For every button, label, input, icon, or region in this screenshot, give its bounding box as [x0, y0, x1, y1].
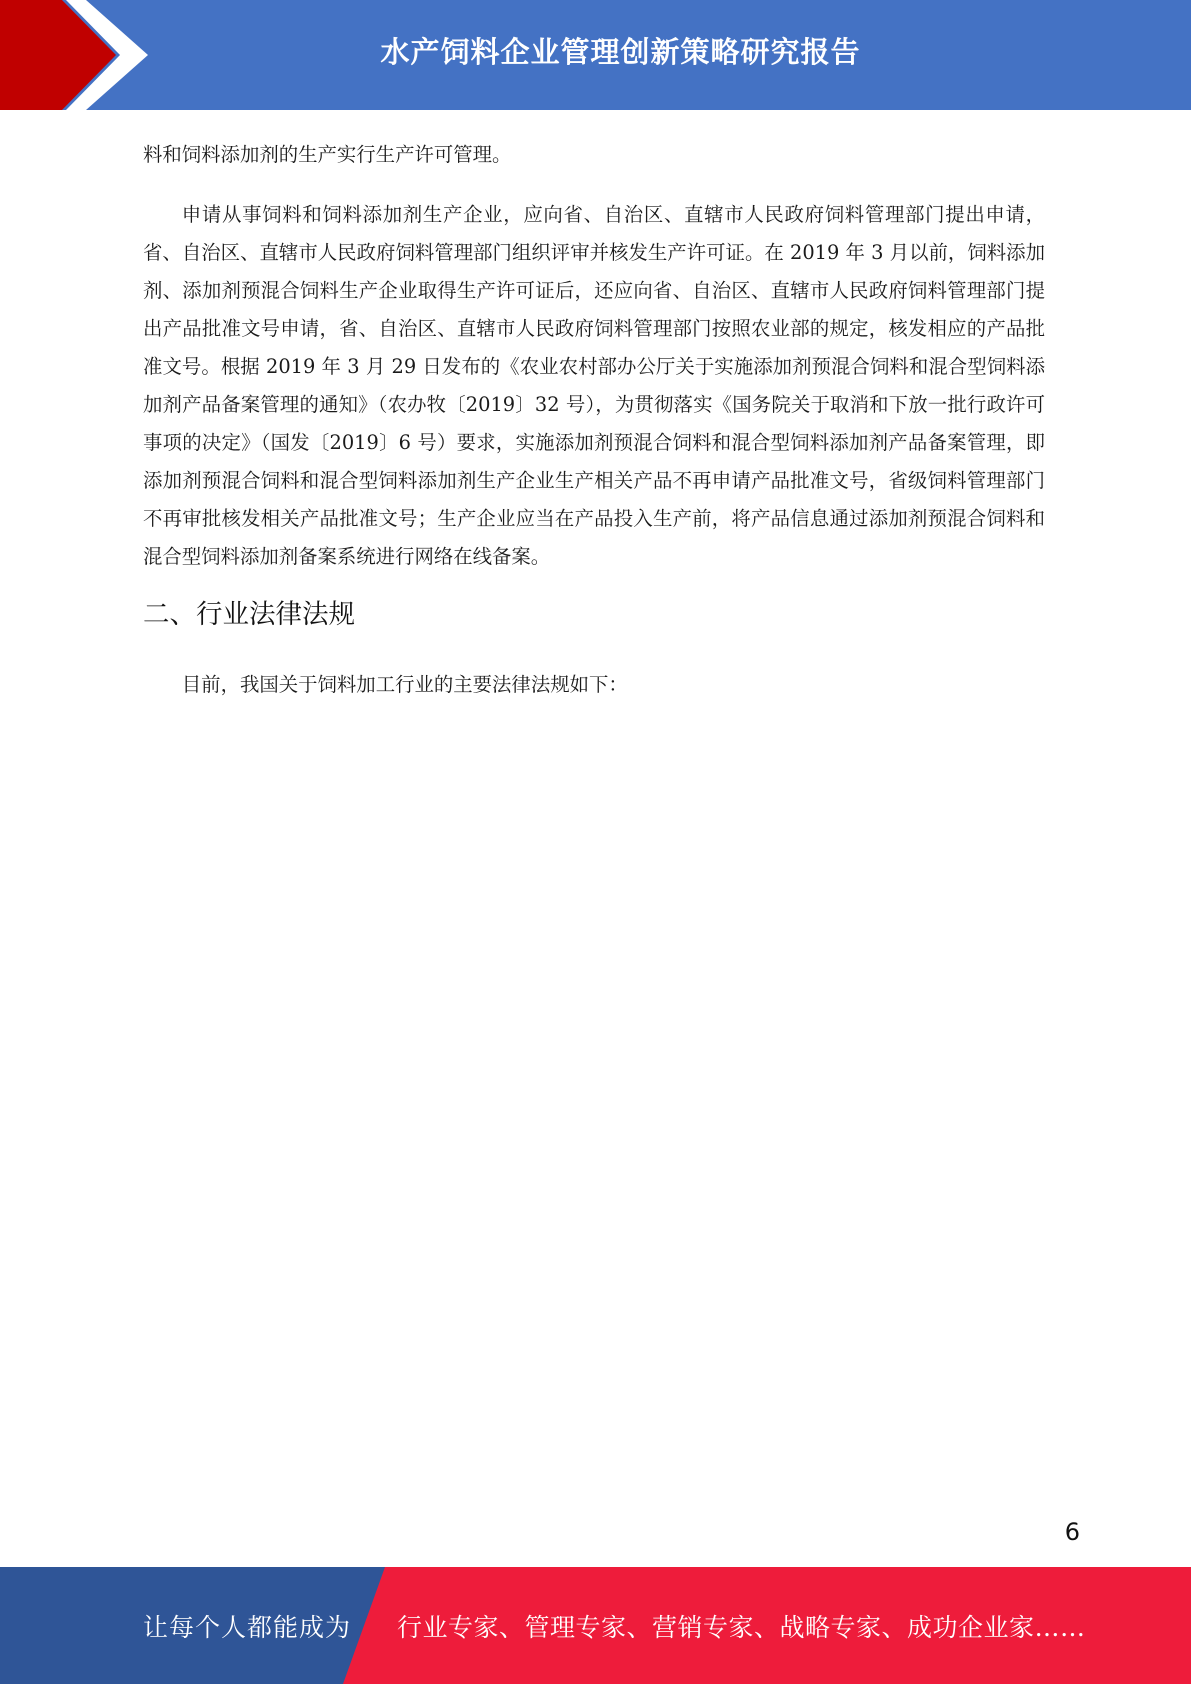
report-title: 水产饲料企业管理创新策略研究报告 — [380, 34, 861, 69]
document-body — [143, 136, 1045, 704]
footer-slogan-right: 行业专家、管理专家、营销专家、战略专家、成功企业家…… — [397, 1612, 1086, 1642]
footer-slogan-left: 让每个人都能成为 — [143, 1612, 352, 1642]
page-header — [0, 0, 1191, 110]
paragraph-continuation: 料和饲料添加剂的生产实行生产许可管理。 — [143, 143, 512, 166]
page-footer — [0, 1567, 1191, 1684]
section-heading: 二、行业法律法规 — [143, 599, 355, 630]
page-number: 6 — [1064, 1518, 1080, 1546]
paragraph-licensing: 申请从事饲料和饲料添加剂生产企业，应向省、自治区、直辖市人民政府饲料管理部门提出申请，省、自治区、直辖市人民政府饲料管理部门组织评审并核发生产许可证。在 2019 年 3 月以前，饲料添加剂、添加剂预混合饲料生产企业取得生产许可证后，还应向省、自治区、直辖市人民政府饲料管理部门提出产品批准文号申请，省、自治区、直辖市人民政府饲料管理部门按照农业部的规定，核发相应的产品批准文号。根据 2019 年 3 月 29 日发布的《农业农村部办公厅关于实施添加剂预混合饲料和混合型饲料添加剂产品备案管理的通知》（农办牧〔2019〕32 号），为贯彻落实《国务院关于取消和下放一批行政许可事项的决定》（国发〔2019〕6 号）要求，实施添加剂预混合饲料和混合型饲料添加剂产品备案管理，即添加剂预混合饲料和混合型饲料添加剂生产企业生产相关产品不再申请产品批准文号，省级饲料管理部门不再审批核发相关产品批准文号；生产企业应当在产品投入生产前，将产品信息通过添加剂预混合饲料和混合型饲料添加剂备案系统进行网络在线备案。 — [143, 203, 1045, 568]
paragraph-intro: 目前，我国关于饲料加工行业的主要法律法规如下： — [181, 673, 628, 696]
